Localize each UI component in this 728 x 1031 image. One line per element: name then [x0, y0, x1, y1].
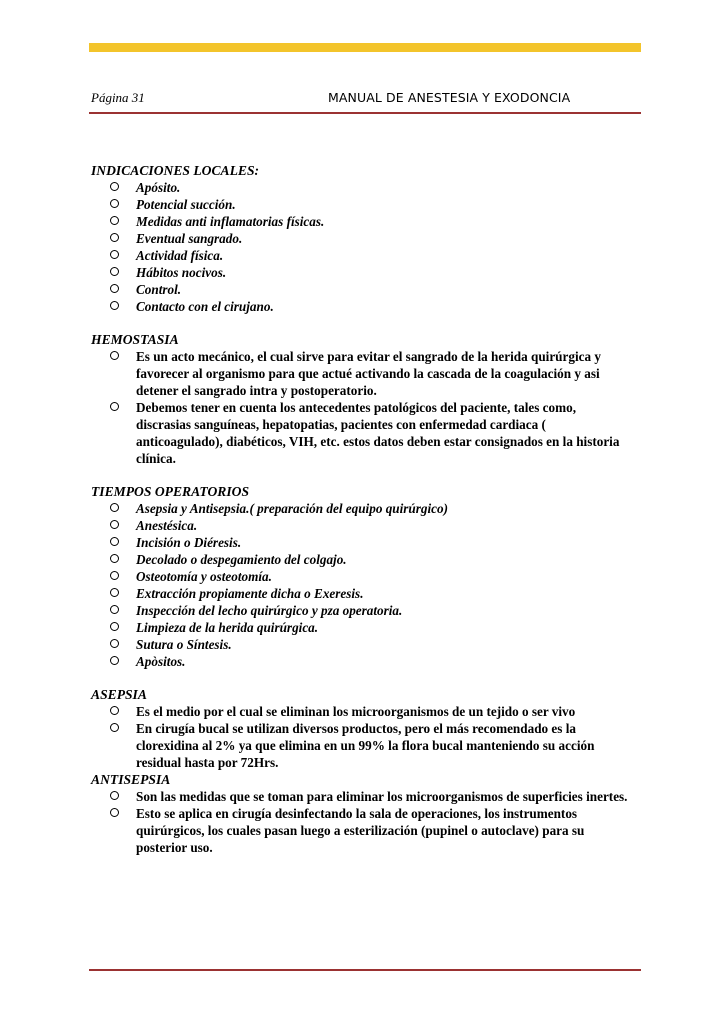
hollow-circle-bullet-icon — [110, 605, 119, 614]
list-item: Incisión o Diéresis. — [91, 534, 631, 551]
hollow-circle-bullet-icon — [110, 622, 119, 631]
list-item: Es el medio por el cual se eliminan los microorganismos de un tejido o ser vivo — [91, 703, 631, 720]
list-item: Contacto con el cirujano. — [91, 298, 631, 315]
list-item: Apòsitos. — [91, 653, 631, 670]
page-header — [89, 86, 641, 116]
list-item: Limpieza de la herida quirúrgica. — [91, 619, 631, 636]
hollow-circle-bullet-icon — [110, 182, 119, 191]
list-item: Hábitos nocivos. — [91, 264, 631, 281]
list-item: Control. — [91, 281, 631, 298]
hollow-circle-bullet-icon — [110, 571, 119, 580]
page-number: Página 31 — [91, 90, 145, 105]
list-item: Es un acto mecánico, el cual sirve para evitar el sangrado de la herida quirúrgica y favorecer al organismo para que actué activando la cascada de la coagulación y asi detener el sangrado intra y postoperatorio. — [91, 348, 631, 399]
section-title: ASEPSIA — [91, 687, 147, 702]
list-item: Asepsia y Antisepsia.( preparación del equipo quirúrgico) — [91, 500, 631, 517]
list-item: Debemos tener en cuenta los antecedentes patológicos del paciente, tales como, discrasias sanguíneas, hepatopatias, pacientes con enfermedad cardiaca ( anticoagulado), diabéticos, VIH, etc. estos datos deben estar consignados en la historia clínica. — [91, 399, 631, 467]
document-title: MANUAL DE ANESTESIA Y EXODONCIA — [328, 90, 571, 105]
bullet-list — [91, 788, 631, 856]
list-item: Actividad física. — [91, 247, 631, 264]
hollow-circle-bullet-icon — [110, 520, 119, 529]
hollow-circle-bullet-icon — [110, 284, 119, 293]
list-item: Extracción propiamente dicha o Exeresis. — [91, 585, 631, 602]
list-item: Medidas anti inflamatorias físicas. — [91, 213, 631, 230]
bullet-list — [91, 348, 631, 467]
list-item: Sutura o Síntesis. — [91, 636, 631, 653]
list-item: Osteotomía y osteotomía. — [91, 568, 631, 585]
list-item: Anestésica. — [91, 517, 631, 534]
hollow-circle-bullet-icon — [110, 588, 119, 597]
hollow-circle-bullet-icon — [110, 791, 119, 800]
section-tiempos-operatorios — [91, 483, 631, 670]
hollow-circle-bullet-icon — [110, 537, 119, 546]
section-title: TIEMPOS OPERATORIOS — [91, 484, 250, 499]
bullet-list — [91, 703, 631, 771]
list-item: Inspección del lecho quirúrgico y pza operatoria. — [91, 602, 631, 619]
list-item: Potencial succión. — [91, 196, 631, 213]
hollow-circle-bullet-icon — [110, 656, 119, 665]
list-item: Esto se aplica en cirugía desinfectando la sala de operaciones, los instrumentos quirúrgicos, los cuales pasan luego a esterilización (pupinel o autoclave) para su posterior uso. — [91, 805, 631, 856]
section-asepsia — [91, 686, 631, 771]
list-item: Son las medidas que se toman para eliminar los microorganismos de superficies inertes. — [91, 788, 631, 805]
section-hemostasia — [91, 331, 631, 467]
section-title: ANTISEPSIA — [91, 772, 171, 787]
hollow-circle-bullet-icon — [110, 808, 119, 817]
footer-divider — [89, 969, 641, 971]
list-item: Apósito. — [91, 179, 631, 196]
hollow-circle-bullet-icon — [110, 351, 119, 360]
bullet-list — [91, 500, 631, 670]
hollow-circle-bullet-icon — [110, 723, 119, 732]
hollow-circle-bullet-icon — [110, 554, 119, 563]
header-divider — [89, 112, 641, 114]
hollow-circle-bullet-icon — [110, 639, 119, 648]
list-item: Decolado o despegamiento del colgajo. — [91, 551, 631, 568]
section-title: INDICACIONES LOCALES: — [91, 163, 260, 178]
section-antisepsia — [91, 771, 631, 856]
hollow-circle-bullet-icon — [110, 233, 119, 242]
header-accent-bar — [89, 43, 641, 52]
list-item: En cirugía bucal se utilizan diversos productos, pero el más recomendado es la clorexidina al 2% ya que elimina en un 99% la flora bucal manteniendo su acción residual hasta por 72Hrs. — [91, 720, 631, 771]
hollow-circle-bullet-icon — [110, 301, 119, 310]
section-title: HEMOSTASIA — [91, 332, 179, 347]
list-item: Eventual sangrado. — [91, 230, 631, 247]
hollow-circle-bullet-icon — [110, 267, 119, 276]
hollow-circle-bullet-icon — [110, 402, 119, 411]
hollow-circle-bullet-icon — [110, 199, 119, 208]
hollow-circle-bullet-icon — [110, 503, 119, 512]
bullet-list — [91, 179, 631, 315]
hollow-circle-bullet-icon — [110, 706, 119, 715]
section-indicaciones-locales — [91, 162, 631, 315]
hollow-circle-bullet-icon — [110, 250, 119, 259]
document-body — [91, 162, 631, 856]
hollow-circle-bullet-icon — [110, 216, 119, 225]
